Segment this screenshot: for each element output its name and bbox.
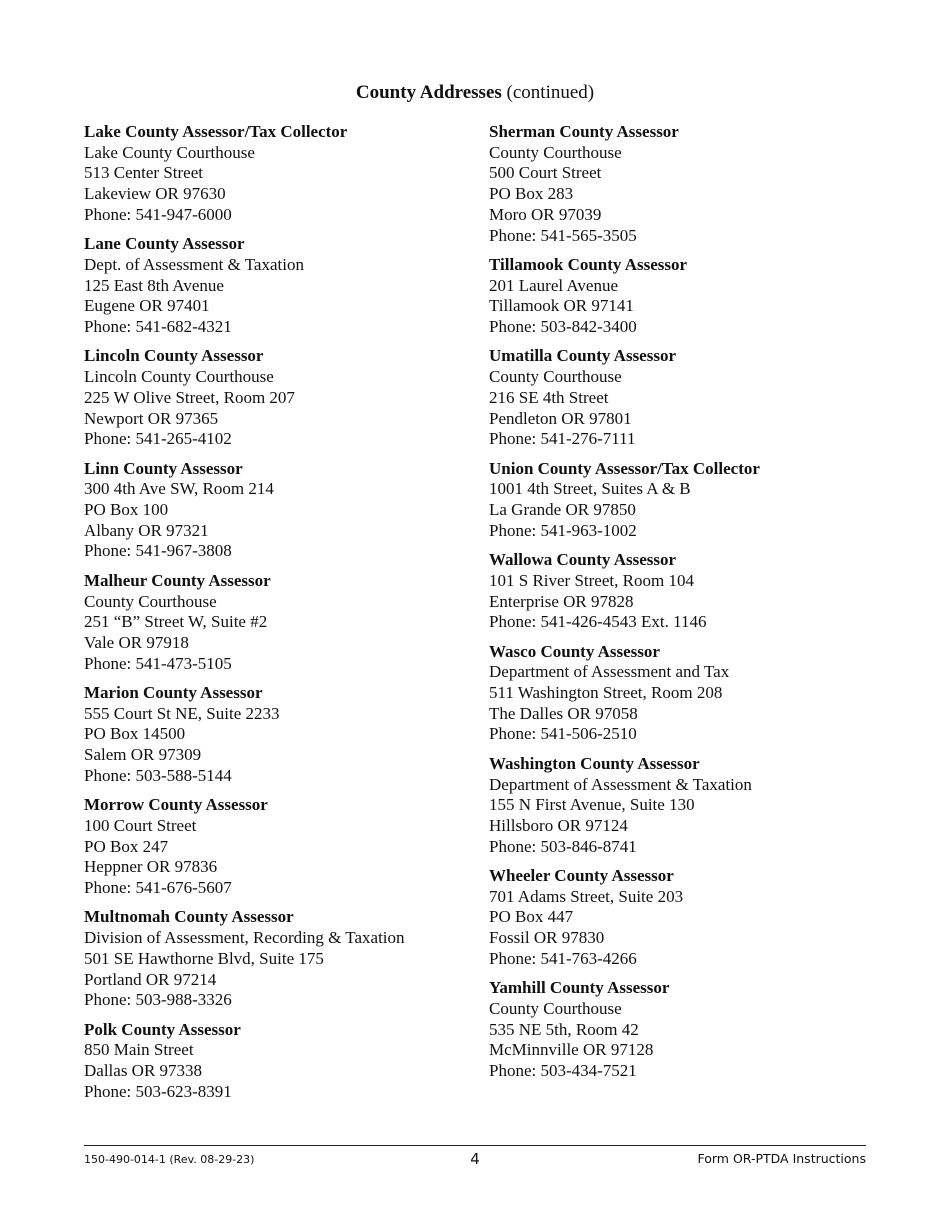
county-phone-line: Phone: 503-434-7521: [489, 1061, 637, 1081]
county-address-line: Pendleton OR 97801: [489, 408, 632, 428]
county-address-line: Department of Assessment and Tax: [489, 662, 730, 682]
county-office-name: Polk County Assessor: [84, 1019, 241, 1039]
county-address-line: 225 W Olive Street, Room 207: [84, 387, 295, 407]
county-phone-line: Phone: 503-846-8741: [489, 836, 637, 856]
county-address-line: The Dalles OR 97058: [489, 703, 638, 723]
county-phone-line: Phone: 541-676-5607: [84, 878, 232, 898]
footer-form-name: Form OR-PTDA Instructions: [697, 1151, 866, 1166]
county-entry: [84, 459, 464, 563]
county-address-line: County Courthouse: [489, 998, 622, 1018]
county-office-name: Washington County Assessor: [489, 753, 700, 773]
county-address-line: 501 SE Hawthorne Blvd, Suite 175: [84, 948, 324, 968]
county-address-line: 555 Court St NE, Suite 2233: [84, 703, 280, 723]
county-phone-line: Phone: 541-947-6000: [84, 204, 232, 224]
county-office-name: Morrow County Assessor: [84, 795, 268, 815]
footer-page-number: 4: [470, 1150, 480, 1168]
county-office-name: Umatilla County Assessor: [489, 346, 677, 366]
county-office-name: Sherman County Assessor: [489, 122, 679, 141]
county-address-line: Department of Assessment & Taxation: [489, 774, 752, 794]
county-phone-line: Phone: 541-276-7111: [489, 429, 636, 449]
county-phone-line: Phone: 541-265-4102: [84, 429, 232, 449]
page-footer: [84, 1150, 866, 1170]
county-address-line: Newport OR 97365: [84, 408, 219, 428]
county-entry: [84, 571, 464, 675]
county-office-name: Union County Assessor/Tax Collector: [489, 458, 760, 478]
county-entry: [489, 122, 869, 246]
county-phone-line: Phone: 541-506-2510: [489, 724, 637, 744]
county-address-line: Salem OR 97309: [84, 745, 202, 765]
page-title-bold: County Addresses: [355, 82, 502, 103]
county-address-line: Lake County Courthouse: [84, 142, 255, 162]
county-address-line: Tillamook OR 97141: [489, 296, 634, 316]
county-entry: [84, 234, 464, 338]
county-office-name: Linn County Assessor: [84, 458, 243, 478]
county-phone-line: Phone: 503-842-3400: [489, 317, 637, 337]
county-entry: [489, 346, 869, 450]
county-address-line: PO Box 14500: [84, 724, 186, 744]
county-address-line: Vale OR 97918: [84, 632, 189, 652]
footer-form-number: 150-490-014-1 (Rev. 08-29-23): [84, 1153, 255, 1166]
right-column: [489, 122, 869, 1090]
county-address-line: Fossil OR 97830: [489, 928, 605, 948]
county-address-line: 513 Center Street: [84, 163, 203, 183]
county-office-name: Yamhill County Assessor: [489, 978, 670, 998]
county-address-line: Eugene OR 97401: [84, 296, 210, 316]
page-title-suffix: (continued): [506, 82, 595, 103]
county-address-line: Division of Assessment, Recording & Taxation: [84, 928, 405, 948]
county-address-line: 300 4th Ave SW, Room 214: [84, 479, 274, 499]
county-entry: [489, 255, 869, 338]
county-phone-line: Phone: 541-473-5105: [84, 653, 232, 673]
county-address-line: Moro OR 97039: [489, 204, 602, 224]
county-address-line: PO Box 447: [489, 907, 574, 927]
county-address-line: Dept. of Assessment & Taxation: [84, 254, 304, 274]
county-address-line: Heppner OR 97836: [84, 857, 218, 877]
county-entry: [84, 1020, 464, 1103]
county-entry: [84, 346, 464, 450]
county-address-line: County Courthouse: [84, 591, 217, 611]
county-address-line: 850 Main Street: [84, 1040, 194, 1060]
county-address-line: La Grande OR 97850: [489, 500, 636, 520]
county-office-name: Wallowa County Assessor: [489, 550, 677, 570]
county-address-line: Dallas OR 97338: [84, 1061, 203, 1081]
county-entry: [84, 122, 464, 226]
county-address-line: County Courthouse: [489, 367, 622, 387]
county-address-line: 500 Court Street: [489, 163, 602, 183]
county-office-name: Tillamook County Assessor: [489, 254, 688, 274]
county-address-line: 535 NE 5th, Room 42: [489, 1019, 639, 1039]
county-office-name: Lane County Assessor: [84, 234, 245, 254]
county-address-line: 251 “B” Street W, Suite #2: [84, 612, 268, 632]
county-entry: [489, 550, 869, 633]
county-entry: [489, 459, 869, 542]
county-address-line: 125 East 8th Avenue: [84, 275, 224, 295]
county-entry: [84, 683, 464, 787]
county-office-name: Marion County Assessor: [84, 683, 263, 703]
county-phone-line: Phone: 541-967-3808: [84, 541, 232, 561]
footer-divider: [84, 1145, 866, 1146]
county-address-line: Hillsboro OR 97124: [489, 815, 628, 835]
county-address-line: PO Box 283: [489, 184, 574, 204]
county-address-line: Lincoln County Courthouse: [84, 367, 274, 387]
county-entry: [489, 642, 869, 746]
county-entry: [489, 754, 869, 858]
county-office-name: Lake County Assessor/Tax Collector: [84, 122, 348, 141]
county-address-line: 100 Court Street: [84, 815, 197, 835]
county-phone-line: Phone: 541-682-4321: [84, 317, 232, 337]
county-address-line: Albany OR 97321: [84, 520, 209, 540]
county-address-line: 511 Washington Street, Room 208: [489, 683, 723, 703]
county-office-name: Wheeler County Assessor: [489, 866, 674, 886]
county-office-name: Malheur County Assessor: [84, 570, 271, 590]
county-address-line: Enterprise OR 97828: [489, 591, 634, 611]
county-entry: [84, 795, 464, 899]
county-address-line: 1001 4th Street, Suites A & B: [489, 479, 691, 499]
county-address-line: PO Box 247: [84, 836, 169, 856]
county-phone-line: Phone: 541-426-4543 Ext. 1146: [489, 612, 707, 632]
county-phone-line: Phone: 503-623-8391: [84, 1081, 232, 1101]
county-office-name: Wasco County Assessor: [489, 641, 660, 661]
county-address-line: 155 N First Avenue, Suite 130: [489, 795, 695, 815]
county-address-line: 101 S River Street, Room 104: [489, 570, 694, 590]
left-column: [84, 122, 464, 1111]
county-address-line: Portland OR 97214: [84, 969, 217, 989]
county-phone-line: Phone: 503-588-5144: [84, 765, 232, 785]
county-address-line: McMinnville OR 97128: [489, 1040, 654, 1060]
county-phone-line: Phone: 503-988-3326: [84, 990, 232, 1010]
county-phone-line: Phone: 541-763-4266: [489, 948, 637, 968]
page-title: [0, 81, 950, 105]
county-address-line: 701 Adams Street, Suite 203: [489, 886, 684, 906]
county-entry: [84, 907, 464, 1011]
county-phone-line: Phone: 541-565-3505: [489, 225, 637, 245]
county-address-line: 216 SE 4th Street: [489, 387, 609, 407]
county-office-name: Multnomah County Assessor: [84, 907, 294, 927]
county-entry: [489, 978, 869, 1082]
county-entry: [489, 866, 869, 970]
county-address-line: County Courthouse: [489, 142, 622, 162]
county-address-line: 201 Laurel Avenue: [489, 275, 619, 295]
county-address-line: Lakeview OR 97630: [84, 184, 226, 204]
county-address-line: PO Box 100: [84, 500, 169, 520]
county-office-name: Lincoln County Assessor: [84, 346, 264, 366]
county-phone-line: Phone: 541-963-1002: [489, 520, 637, 540]
